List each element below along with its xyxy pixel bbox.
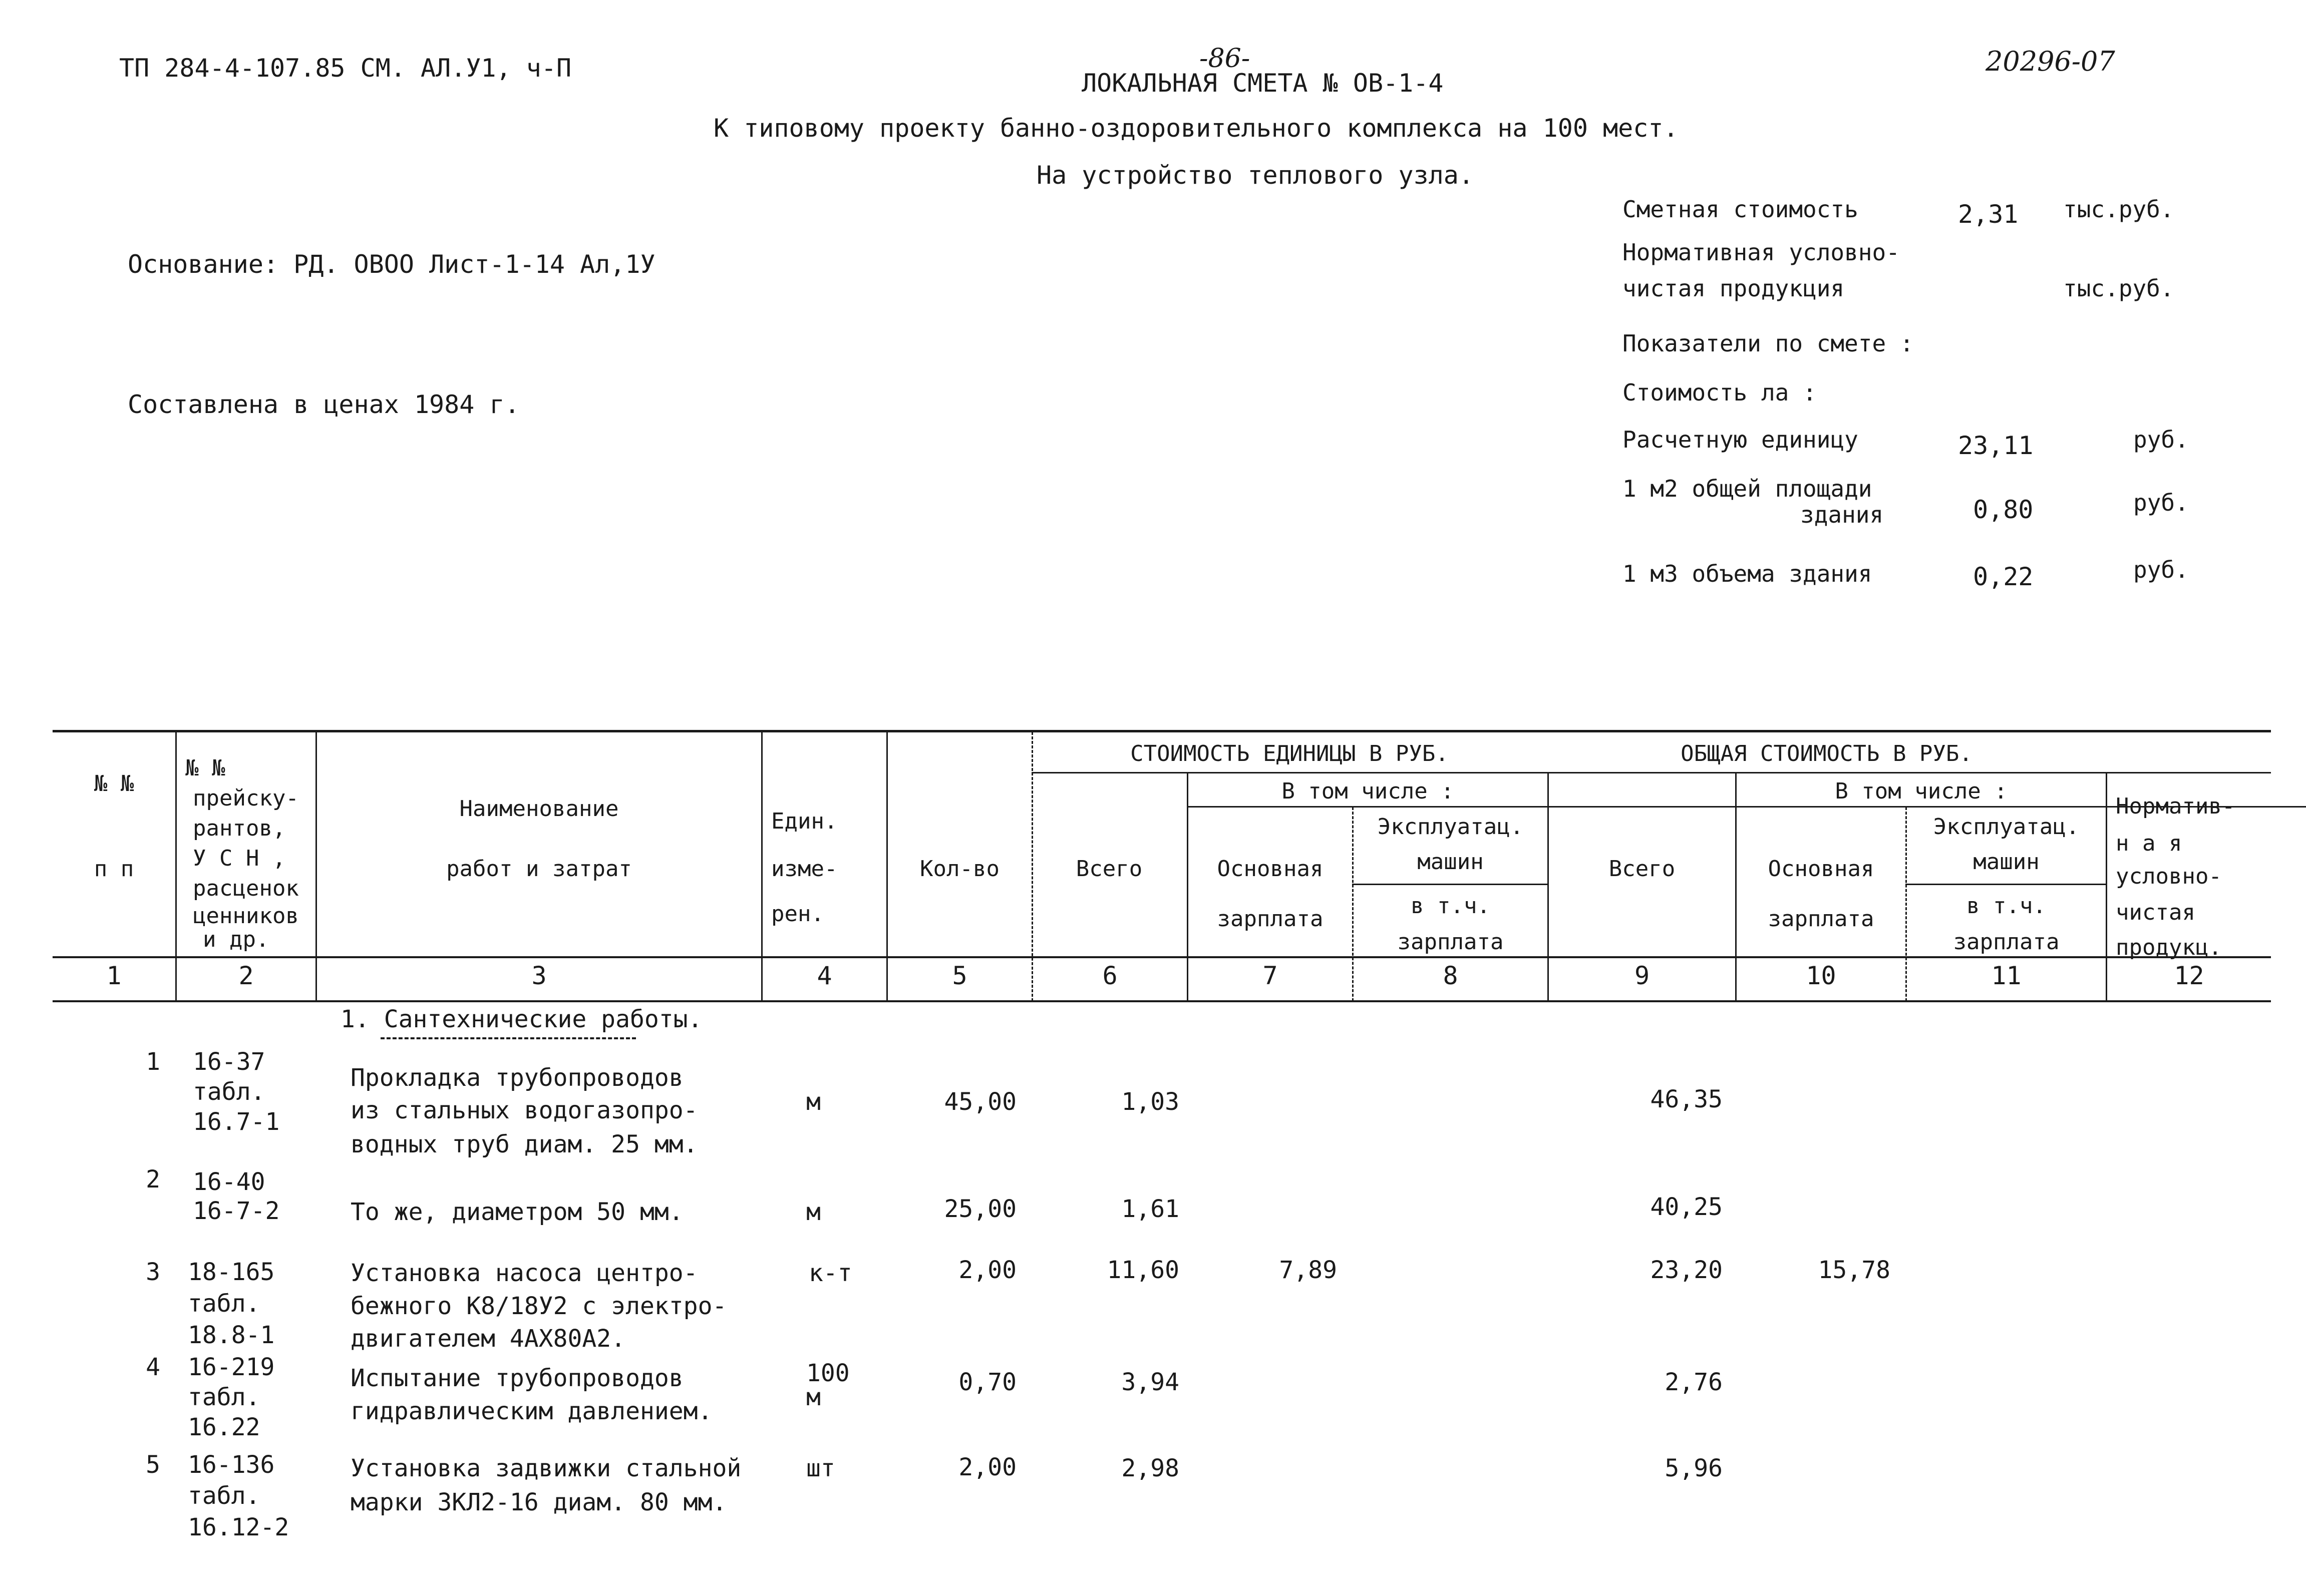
volume-unit: руб.	[2133, 556, 2189, 583]
header-col-3-line-1: Наименование	[459, 796, 619, 822]
header-col-8-line-1: Эксплуатац.	[1377, 814, 1524, 840]
unit-cost-label: Расчетную единицу	[1622, 426, 1858, 453]
row-unit-wage: 7,89	[1279, 1256, 1337, 1284]
row-quantity: 2,00	[958, 1453, 1017, 1481]
header-col-2-line-2: прейску-	[193, 785, 299, 811]
column-number: 4	[817, 961, 832, 990]
row-unit: м	[806, 1383, 821, 1411]
header-col-6: Всего	[1076, 856, 1143, 882]
area-unit: руб.	[2133, 489, 2189, 516]
header-col-2-line-7: и др.	[203, 927, 269, 952]
row-code-line: 16.22	[188, 1413, 260, 1441]
header-col-4-line-2: изме-	[771, 856, 838, 882]
column-number: 12	[2174, 961, 2204, 990]
doc-reference: ТП 284-4-107.85 СМ. АЛ.У1, ч-П	[119, 54, 572, 83]
header-col-8-line-2: машин	[1417, 849, 1484, 875]
row-total: 23,20	[1650, 1256, 1723, 1284]
document-purpose: На устройство теплового узла.	[1037, 161, 1474, 190]
row-unit: м	[806, 1198, 821, 1226]
column-number: 9	[1634, 961, 1650, 990]
section-underline	[381, 1037, 636, 1039]
header-col-12-line-2: н а я	[2116, 831, 2182, 856]
row-unit: шт	[806, 1454, 835, 1482]
header-col-12-line-1: Норматив-	[2116, 793, 2235, 819]
row-code-line: 16-136	[188, 1451, 275, 1479]
row-name-line: водных труб диам. 25 мм.	[351, 1130, 698, 1158]
header-col-12-line-5: продукц.	[2116, 935, 2222, 960]
header-col-1-line-1: № №	[94, 771, 134, 796]
header-col-4-line-3: рен.	[771, 901, 824, 927]
row-name-line: Установка задвижки стальной	[351, 1454, 742, 1482]
header-col-2-line-6: ценников	[193, 903, 299, 929]
volume-value: 0,22	[1973, 562, 2034, 591]
header-col-3-line-2: работ и затрат	[446, 856, 632, 882]
header-col-2-line-4: У С Н ,	[193, 846, 286, 871]
row-code-line: табл.	[188, 1383, 260, 1411]
header-col-8-line-4: зарплата	[1397, 929, 1504, 955]
area-label-2: здания	[1800, 501, 1884, 528]
header-col-4-line-1: Един.	[771, 809, 838, 834]
norm-unit: тыс.руб.	[2063, 275, 2174, 302]
row-unit-total: 1,61	[1121, 1195, 1179, 1223]
row-quantity: 0,70	[958, 1368, 1017, 1396]
header-group-total-cost: ОБЩАЯ СТОИМОСТЬ В РУБ.	[1681, 741, 1972, 766]
row-name-line: марки ЗКЛ2-16 диам. 80 мм.	[351, 1488, 727, 1516]
row-code-line: 16.12-2	[188, 1513, 289, 1541]
header-col-7-line-1: Основная	[1217, 856, 1324, 882]
stoimost-label: Стоимость ла :	[1622, 379, 1817, 406]
row-unit-total: 2,98	[1121, 1454, 1179, 1482]
header-col-11-line-2: машин	[1973, 849, 2040, 875]
header-col-7-line-2: зарплата	[1217, 906, 1324, 932]
row-code-line: табл.	[193, 1078, 265, 1106]
row-number: 3	[146, 1258, 160, 1286]
row-code-line: табл.	[188, 1482, 260, 1510]
header-col-1-line-2: п п	[94, 856, 134, 882]
row-number: 5	[146, 1451, 160, 1479]
header-col-10-line-1: Основная	[1768, 856, 1874, 882]
header-col-5: Кол-во	[920, 856, 1000, 882]
basis-line: Основание: РД. ОВОО Лист-1-14 Ал,1У	[128, 250, 655, 279]
row-name-line: двигателем 4АХ80А2.	[351, 1325, 626, 1353]
indicators-label: Показатели по смете :	[1622, 330, 1914, 357]
header-col-9: Всего	[1608, 856, 1676, 882]
table-top-rule	[53, 730, 2271, 732]
header-col-2-line-3: рантов,	[193, 816, 286, 841]
row-name-line: гидравлическим давлением.	[351, 1397, 713, 1425]
document-title: ЛОКАЛЬНАЯ СМЕТА № ОВ-1-4	[1082, 69, 1444, 98]
table-subrule-4	[1905, 884, 2106, 885]
norm-label-2: чистая продукция	[1622, 275, 1845, 302]
header-group-unit-cost: СТОИМОСТЬ ЕДИНИЦЫ В РУБ.	[1130, 741, 1449, 766]
colnum-bottom-rule	[53, 1000, 2271, 1002]
row-quantity: 25,00	[944, 1195, 1017, 1223]
row-code-line: 16-7-2	[193, 1197, 280, 1225]
row-unit: 100	[806, 1359, 850, 1387]
area-value: 0,80	[1973, 495, 2034, 524]
header-col-12-line-3: условно-	[2116, 864, 2222, 889]
header-col-10-line-2: зарплата	[1768, 906, 1874, 932]
column-number: 8	[1443, 961, 1458, 990]
column-number: 10	[1806, 961, 1836, 990]
row-unit-total: 11,60	[1107, 1256, 1179, 1284]
column-number: 11	[1991, 961, 2022, 990]
volume-label: 1 м3 объема здания	[1622, 560, 1872, 587]
column-number: 3	[531, 961, 547, 990]
row-total-wage: 15,78	[1818, 1256, 1890, 1284]
area-label-1: 1 м2 общей площади	[1622, 475, 1872, 502]
archive-number: 20296-07	[1986, 46, 2115, 77]
row-total: 5,96	[1665, 1454, 1723, 1482]
row-code-line: 18.8-1	[188, 1321, 275, 1349]
row-unit: м	[806, 1088, 821, 1116]
unit-cost-unit: руб.	[2133, 426, 2189, 453]
header-in-that-2: В том числе :	[1835, 778, 2008, 804]
row-number: 4	[146, 1353, 160, 1381]
row-total: 40,25	[1650, 1193, 1723, 1221]
header-col-12-line-4: чистая	[2116, 900, 2195, 925]
header-col-8-line-3: в т.ч.	[1411, 893, 1490, 919]
header-col-11-line-3: в т.ч.	[1966, 893, 2046, 919]
header-in-that-1: В том числе :	[1281, 778, 1454, 804]
row-quantity: 45,00	[944, 1088, 1017, 1116]
column-number: 2	[238, 961, 254, 990]
row-unit-total: 1,03	[1121, 1088, 1179, 1116]
unit-cost-value: 23,11	[1958, 431, 2034, 460]
column-number: 5	[952, 961, 967, 990]
header-col-2-line-1: № №	[185, 755, 225, 781]
header-col-2-line-5: расценок	[193, 876, 299, 901]
column-number: 7	[1262, 961, 1278, 990]
document-subtitle: К типовому проекту банно-оздоровительного комплекса на 100 мест.	[714, 114, 1679, 143]
row-code-line: 18-165	[188, 1258, 275, 1286]
row-name-line: бежного К8/18У2 с электро-	[351, 1292, 727, 1320]
row-unit: к-т	[809, 1259, 852, 1287]
row-code-line: табл.	[188, 1290, 260, 1318]
row-code-line: 16.7-1	[193, 1108, 280, 1136]
row-code-line: 16-40	[193, 1168, 265, 1196]
page-number: -86-	[1199, 44, 1250, 74]
cost-label: Сметная стоимость	[1622, 196, 1858, 223]
section-title: 1. Сантехнические работы.	[341, 1005, 703, 1033]
cost-unit: тыс.руб.	[2063, 196, 2174, 223]
row-code-line: 16-219	[188, 1353, 275, 1381]
row-name-line: То же, диаметром 50 мм.	[351, 1198, 684, 1226]
prices-line: Составлена в ценах 1984 г.	[128, 390, 520, 419]
column-number: 1	[106, 961, 122, 990]
row-name-line: Прокладка трубопроводов	[351, 1064, 684, 1092]
row-quantity: 2,00	[958, 1256, 1017, 1284]
row-name-line: из стальных водогазопро-	[351, 1096, 698, 1124]
row-name-line: Испытание трубопроводов	[351, 1364, 684, 1392]
cost-value: 2,31	[1958, 200, 2019, 229]
row-code-line: 16-37	[193, 1048, 265, 1076]
header-col-11-line-1: Эксплуатац.	[1933, 814, 2080, 840]
column-number: 6	[1102, 961, 1118, 990]
row-number: 1	[146, 1048, 160, 1076]
row-total: 2,76	[1665, 1368, 1723, 1396]
row-total: 46,35	[1650, 1085, 1723, 1113]
header-col-11-line-4: зарплата	[1953, 929, 2060, 955]
table-subrule-3	[1352, 884, 1547, 885]
norm-label-1: Нормативная условно-	[1622, 239, 1900, 266]
row-number: 2	[146, 1165, 160, 1193]
row-name-line: Установка насоса центро-	[351, 1259, 698, 1287]
row-unit-total: 3,94	[1121, 1368, 1179, 1396]
